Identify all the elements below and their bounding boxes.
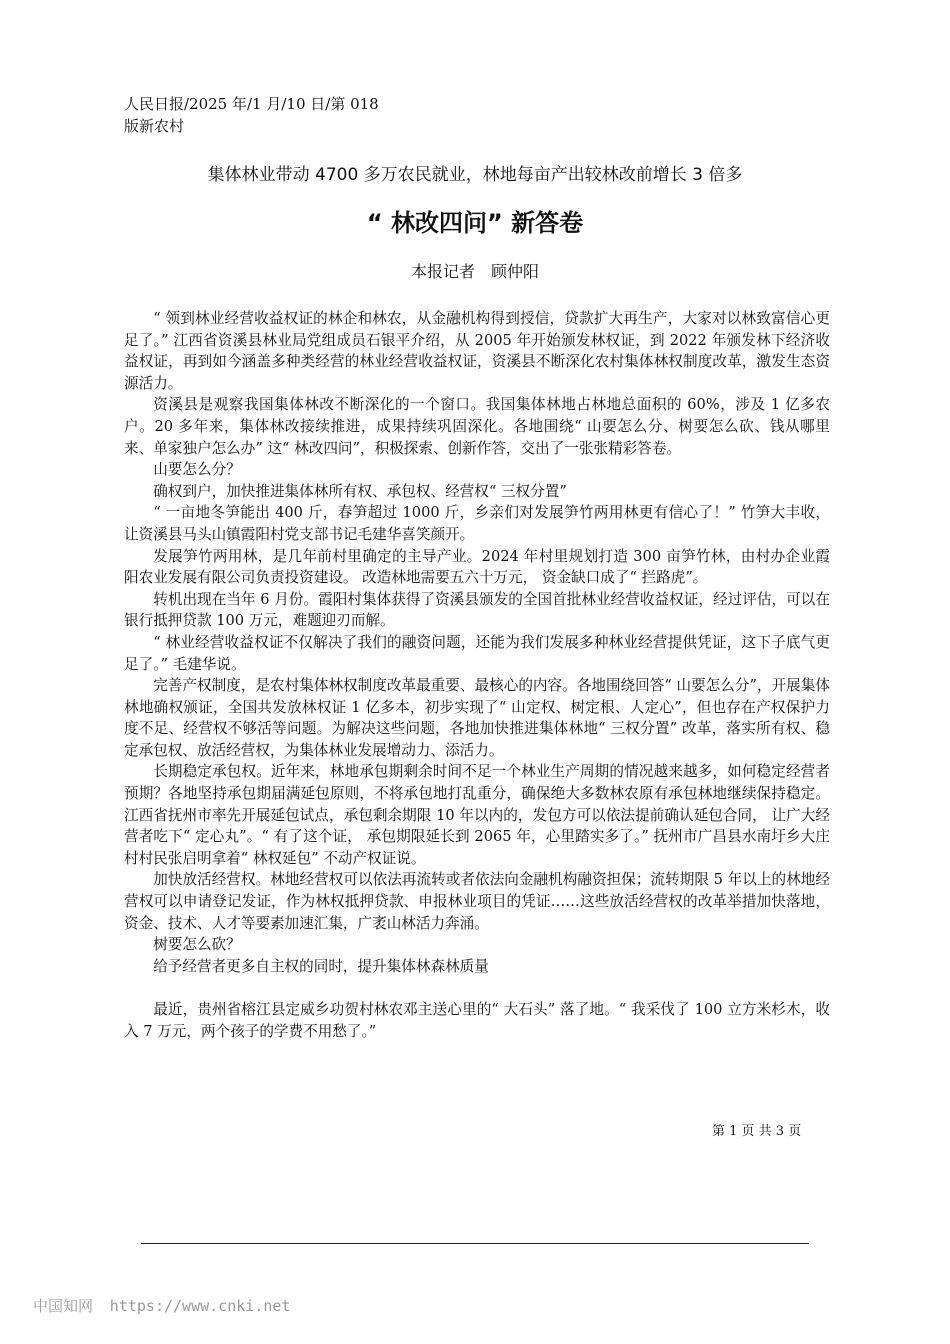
- paragraph: “ 林业经营收益权证不仅解决了我们的融资问题，还能为我们发展多种林业经营提供凭证，这下子底气更足了。” 毛建华说。: [124, 633, 830, 673]
- footer: [33, 1295, 290, 1316]
- paragraph: “ 领到林业经营收益权证的林企和林农，从金融机构得到授信，贷款扩大再生产，大家对以林致富信心更足了。” 江西省资溪县林业局党组成员石银平介绍，从 2005 年开始颁发林权证，到 2022 年颁发林下经济收益权证，再到如今涵盖多种类经营的林业经营收益权证，资溪县不断深化农村集体林权制度改革，激发生态资源活力。: [124, 310, 830, 392]
- section-heading: 给予经营者更多自主权的同时，提升集体林森林质量: [153, 957, 489, 975]
- paragraph: 转机出现在当年 6 月份。霞阳村集体获得了资溪县颁发的全国首批林业经营收益权证，经过评估，可以在银行抵押贷款 100 万元，难题迎刃而解。: [124, 590, 830, 630]
- section-question: 山要怎么分？: [153, 461, 241, 479]
- paragraph: 发展笋竹两用林，是几年前村里确定的主导产业。2024 年村里规划打造 300 亩笋竹林，由村办企业霞阳农业发展有限公司负责投资建设。 改造林地需要五六十万元， 资金缺口成了“ 拦路虎”。: [124, 547, 830, 587]
- paragraph: 长期稳定承包权。近年来，林地承包期剩余时间不足一个林业生产周期的情况越来越多，如何稳定经营者预期？各地坚持承包期届满延包原则，不将承包地打乱重分，确保绝大多数林农原有承包林地继续保持稳定。江西省抚州市率先开展延包试点，承包剩余期限 10 年以内的，发包方可以依法提前确认延包合同， 让广大经营者吃下“ 定心丸”。“ 有了这个证， 承包期限延长到 2065 年，心里踏实多了。” 抚州市广昌县水南圩乡大庄村村民张启明拿着“ 林权延包” 不动产权证说。: [124, 763, 830, 867]
- article-byline: 本报记者 顾仲阳: [410, 262, 539, 281]
- source-line: [124, 93, 424, 137]
- source-line-2: 版新农村: [124, 117, 185, 135]
- article-title: “ 林改四问” 新答卷: [366, 209, 584, 237]
- article-subtitle: 集体林业带动 4700 多万农民就业，林地每亩产出较林改前增长 3 倍多: [207, 165, 743, 185]
- paragraph: 完善产权制度，是农村集体林权制度改革最重要、最核心的内容。各地围绕回答“ 山要怎么分”，开展集体林地确权颁证，全国共发放林权证 1 亿多本，初步实现了“ 山定权、树定根、人定心”，但也存在产权保护力度不足、经营权不够活等问题。为解决这些问题，各地加快推进集体林地“ 三权分置” 改革，落实所有权、稳定承包权、放活经营权，为集体林业发展增动力、添活力。: [124, 677, 830, 759]
- paragraph: 资溪县是观察我国集体林改不断深化的一个窗口。我国集体林地占林地总面积的 60%，涉及 1 亿多农户。20 多年来，集体林改接续推进，成果持续巩固深化。各地围绕“ 山要怎么分、树要怎么砍、钱从哪里来、单家独户怎么办” 这“ 林改四问”，积极探索、创新作答，交出了一张张精彩答卷。: [124, 396, 830, 457]
- source-line-1: 人民日报/2025 年/1 月/10 日/第 018: [124, 95, 379, 113]
- section-question: 树要怎么砍？: [153, 936, 241, 954]
- article-body: [124, 308, 830, 1042]
- page-indicator: 第 1 页 共 3 页: [712, 1124, 802, 1139]
- paragraph: 加快放活经营权。林地经营权可以依法再流转或者依法向金融机构融资担保；流转期限 5 年以上的林地经营权可以申请登记发证，作为林权抵押贷款、申报林业项目的凭证……这些放活经营权的改革举措加快落地，资金、技术、人才等要素加速汇集，广袤山林活力奔涌。: [124, 871, 830, 932]
- section-heading: 确权到户，加快推进集体林所有权、承包权、经营权“ 三权分置”: [153, 482, 567, 500]
- cnki-logo-text: 中国知网: [33, 1297, 94, 1315]
- paragraph: “ 一亩地冬笋能出 400 斤，春笋超过 1000 斤，乡亲们对发展笋竹两用林更有信心了！” 竹笋大丰收，让资溪县马头山镇霞阳村党支部书记毛建华喜笑颜开。: [124, 504, 830, 543]
- paragraph: 最近，贵州省榕江县定威乡功贺村林农邓主送心里的“ 大石头” 落了地。“ 我采伐了 100 立方米杉木，收入 7 万元，两个孩子的学费不用愁了。”: [124, 1001, 830, 1040]
- footer-url[interactable]: https://www.cnki.net: [109, 1297, 291, 1315]
- footer-divider: [141, 1243, 809, 1244]
